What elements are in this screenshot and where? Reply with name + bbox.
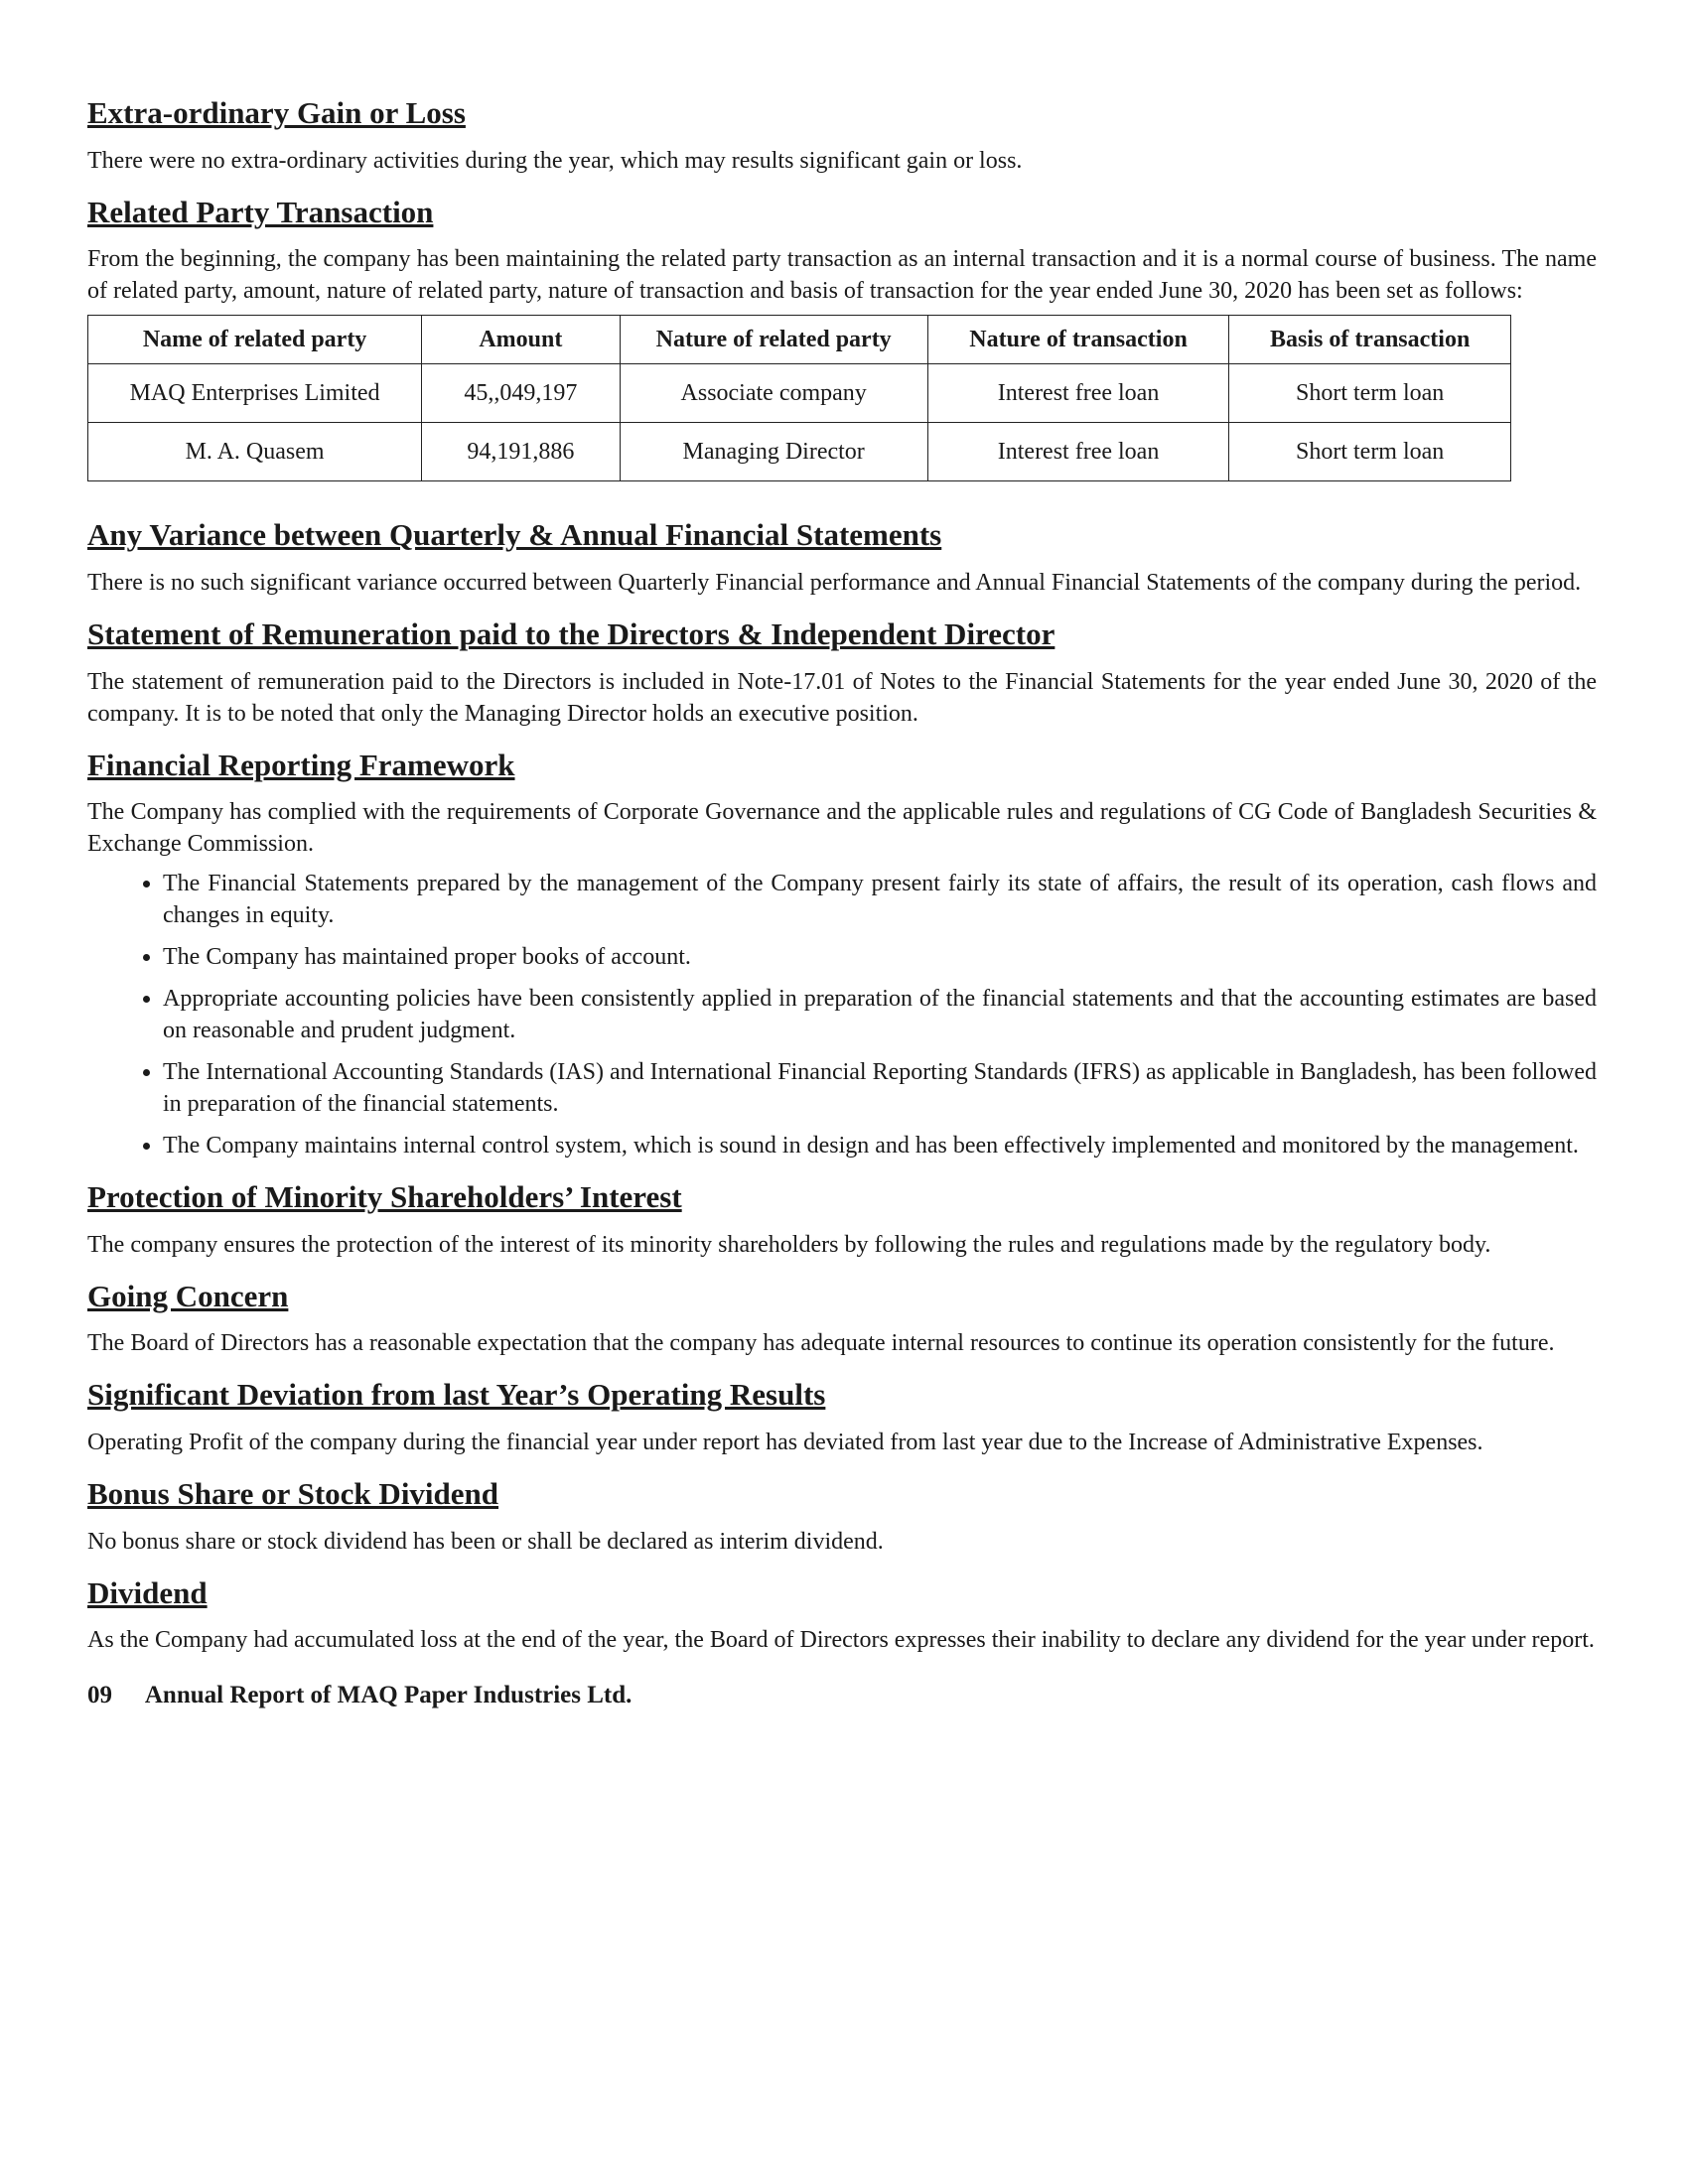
list-item: • The Company maintains internal control system, which is sound in design and has been effectively implemented and monitored by the management. [163,1130,1597,1161]
table-cell: Short term loan [1229,364,1511,423]
list-item: • Appropriate accounting policies have been consistently applied in preparation of the financial statements and that the accounting estimates are based on reasonable and prudent judgment. [163,983,1597,1046]
section-body: The Board of Directors has a reasonable expectation that the company has adequate internal resources to continue its operation consistently for the future. [87,1330,1555,1357]
section-body: As the Company had accumulated loss at the end of the year, the Board of Directors expresses their inability to declare any dividend for the year under report. [87,1627,1595,1654]
section-body: No bonus share or stock dividend has been or shall be declared as interim dividend. [87,1528,884,1555]
table-cell: Short term loan [1229,423,1511,481]
column-header: Nature of transaction [927,316,1229,364]
section-title: Financial Reporting Framework [87,747,515,782]
section-body: The Company has complied with the requirements of Corporate Governance and the applicable rules and regulations of CG Code of Bangladesh Securities & Exchange Commission. [87,799,1597,858]
section-title: Any Variance between Quarterly & Annual Financial Statements [87,517,942,553]
section-title: Significant Deviation from last Year’s Operating Results [87,1377,826,1413]
section-dividend [87,1575,1597,1657]
table-cell: Interest free loan [927,364,1229,423]
section-bonus [87,1476,1597,1558]
section-title: Statement of Remuneration paid to the Directors & Independent Director [87,615,1055,651]
section-title: Bonus Share or Stock Dividend [87,1476,499,1512]
column-header: Basis of transaction [1229,316,1511,364]
table-cell: Interest free loan [927,423,1229,481]
section-title: Dividend [87,1574,208,1610]
column-header: Amount [422,316,620,364]
table-cell: M. A. Quasem [88,423,422,481]
section-remuneration [87,616,1597,730]
list-item: • The International Accounting Standards (IAS) and International Financial Reporting Standards (IFRS) as applicable in Bangladesh, has been followed in preparation of the financial statements. [163,1056,1597,1120]
section-variance [87,517,1597,599]
section-title: Extra-ordinary Gain or Loss [87,95,466,130]
section-deviation [87,1377,1597,1458]
section-body: The statement of remuneration paid to the Directors is included in Note-17.01 of Notes to the Financial Statements for the year ended June 30, 2020 of the company. It is to be noted that only the Managing Director holds an executive position. [87,668,1597,727]
document-page [87,95,1597,1709]
footer-text: Annual Report of MAQ Paper Industries Ltd. [144,1682,633,1709]
list-item: • The Financial Statements prepared by the management of the Company present fairly its state of affairs, the result of its operation, cash flows and changes in equity. [163,868,1597,931]
list-item: • The Company has maintained proper books of account. [163,941,1597,973]
page-number: 09 [87,1682,112,1709]
section-body: There were no extra-ordinary activities during the year, which may results significant gain or loss. [87,147,1023,174]
column-header: Name of related party [88,316,422,364]
table-header-row [88,316,1511,364]
page-footer [87,1682,1597,1709]
section-title: Related Party Transaction [87,194,434,229]
related-party-table [87,315,1511,481]
table-cell: Associate company [620,364,927,423]
section-body: There is no such significant variance occurred between Quarterly Financial performance and Annual Financial Statements of the company during the period. [87,569,1582,596]
table-row [88,364,1511,423]
section-minority [87,1179,1597,1261]
section-body: Operating Profit of the company during the financial year under report has deviated from last year due to the Increase of Administrative Expenses. [87,1430,1483,1456]
section-related-party [87,195,1597,482]
table-cell: MAQ Enterprises Limited [88,364,422,423]
table-row [88,423,1511,481]
section-extraordinary [87,95,1597,177]
column-header: Nature of related party [620,316,927,364]
section-title: Protection of Minority Shareholders’ Interest [87,1179,682,1215]
table-cell: 45,,049,197 [422,364,620,423]
section-title: Going Concern [87,1278,289,1313]
section-body: From the beginning, the company has been maintaining the related party transaction as an internal transaction and it is a normal course of business. The name of related party, amount, nature of related party, nature of transaction and basis of transaction for the year ended June 30, 2020 has been set as follows: [87,246,1597,305]
section-body: The company ensures the protection of the interest of its minority shareholders by following the rules and regulations made by the regulatory body. [87,1231,1491,1258]
bullet-list [87,868,1597,1161]
section-going-concern [87,1279,1597,1360]
section-framework [87,748,1597,1162]
table-cell: Managing Director [620,423,927,481]
table-cell: 94,191,886 [422,423,620,481]
